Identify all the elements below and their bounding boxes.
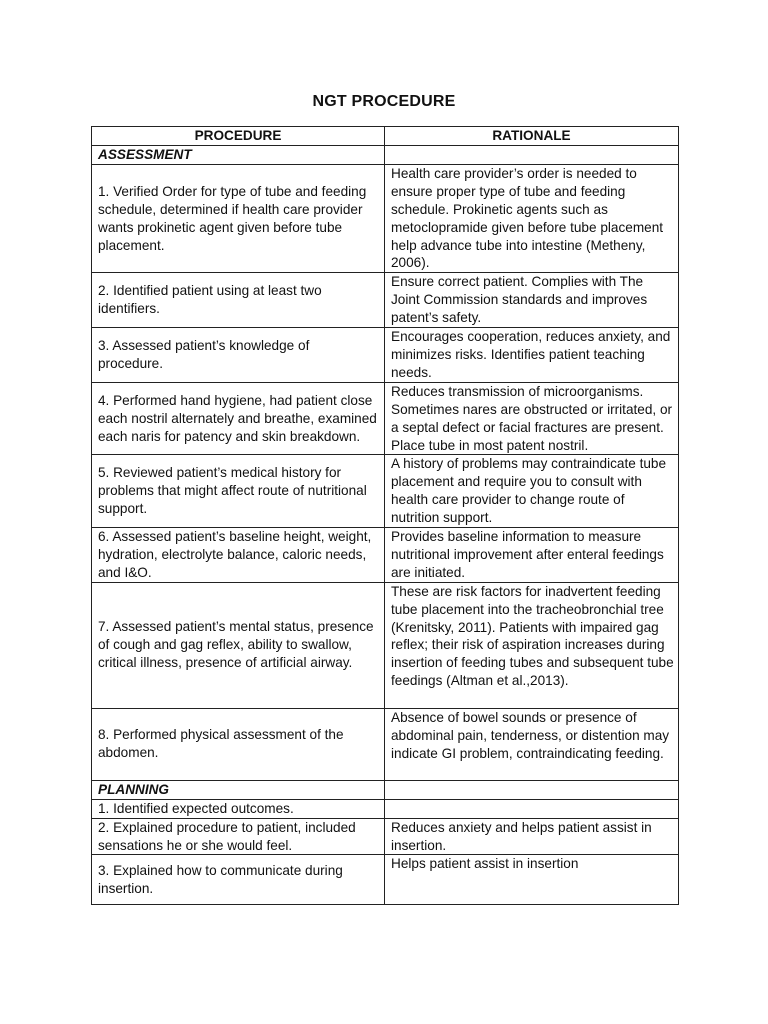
procedure-cell: 2. Identified patient using at least two identifiers. xyxy=(92,273,385,328)
procedure-table xyxy=(91,126,679,905)
rationale-cell: Reduces transmission of microorganisms. Sometimes nares are obstructed or irritated, or a septal defect or facial fractures are present. Place tube in most patent nostril. xyxy=(385,382,679,455)
rationale-cell xyxy=(385,799,679,818)
table-header-row xyxy=(92,127,679,146)
procedure-cell: 6. Assessed patient’s baseline height, weight, hydration, electrolyte balance, caloric needs, and I&O. xyxy=(92,528,385,583)
rationale-cell: Encourages cooperation, reduces anxiety, and minimizes risks. Identifies patient teaching needs. xyxy=(385,328,679,383)
procedure-cell: 8. Performed physical assessment of the abdomen. xyxy=(92,708,385,780)
section-row xyxy=(92,780,679,799)
procedure-column-header: PROCEDURE xyxy=(92,127,385,146)
table-row xyxy=(92,708,679,780)
table-row xyxy=(92,818,679,855)
procedure-cell: 1. Identified expected outcomes. xyxy=(92,799,385,818)
section-row xyxy=(92,145,679,164)
table-body xyxy=(92,145,679,905)
table-row xyxy=(92,382,679,455)
rationale-cell: A history of problems may contraindicate tube placement and require you to consult with health care provider to change route of nutrition support. xyxy=(385,455,679,528)
procedure-cell: 4. Performed hand hygiene, had patient close each nostril alternately and breathe, examined each naris for patency and skin breakdown. xyxy=(92,382,385,455)
section-label: PLANNING xyxy=(92,780,385,799)
section-label: ASSESSMENT xyxy=(92,145,385,164)
rationale-cell: Provides baseline information to measure nutritional improvement after enteral feedings are initiated. xyxy=(385,528,679,583)
procedure-cell: 3. Assessed patient’s knowledge of procedure. xyxy=(92,328,385,383)
procedure-cell: 5. Reviewed patient’s medical history for problems that might affect route of nutritional support. xyxy=(92,455,385,528)
table-row xyxy=(92,528,679,583)
table-row xyxy=(92,799,679,818)
rationale-cell: Helps patient assist in insertion xyxy=(385,855,679,905)
procedure-cell: 3. Explained how to communicate during insertion. xyxy=(92,855,385,905)
rationale-column-header: RATIONALE xyxy=(385,127,679,146)
rationale-cell: Absence of bowel sounds or presence of abdominal pain, tenderness, or distention may indicate GI problem, contraindicating feeding. xyxy=(385,708,679,780)
procedure-cell: 1. Verified Order for type of tube and feeding schedule, determined if health care provider wants prokinetic agent given before tube placement. xyxy=(92,164,385,272)
rationale-cell xyxy=(385,780,679,799)
table-row xyxy=(92,328,679,383)
rationale-cell: These are risk factors for inadvertent feeding tube placement into the tracheobronchial tree (Krenitsky, 2011). Patients with impaired gag reflex; their risk of aspiration increases during insertion of feeding tubes and subsequent tube feedings (Altman et al.,2013). xyxy=(385,582,679,708)
procedure-cell: 2. Explained procedure to patient, included sensations he or she would feel. xyxy=(92,818,385,855)
table-row xyxy=(92,855,679,905)
rationale-cell: Ensure correct patient. Complies with The Joint Commission standards and improves patent’s safety. xyxy=(385,273,679,328)
table-row xyxy=(92,164,679,272)
page-title: NGT PROCEDURE xyxy=(312,93,456,110)
procedure-cell: 7. Assessed patient’s mental status, presence of cough and gag reflex, ability to swallow, critical illness, presence of artificial airway. xyxy=(92,582,385,708)
table-row xyxy=(92,582,679,708)
rationale-cell xyxy=(385,145,679,164)
rationale-cell: Health care provider’s order is needed to ensure proper type of tube and feeding schedule. Prokinetic agents such as metoclopramide given before tube placement help advance tube into intestine (Metheny, 2006). xyxy=(385,164,679,272)
table-row xyxy=(92,455,679,528)
rationale-cell: Reduces anxiety and helps patient assist in insertion. xyxy=(385,818,679,855)
table-row xyxy=(92,273,679,328)
